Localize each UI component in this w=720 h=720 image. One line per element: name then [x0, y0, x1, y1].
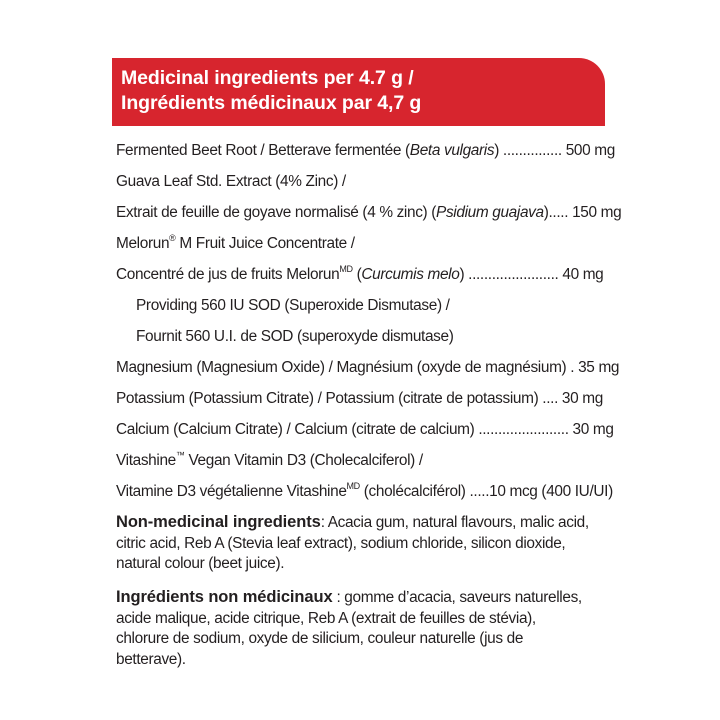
- ingredient-text: Guava Leaf Std. Extract (4% Zinc) /: [116, 173, 346, 190]
- ingredient-text: Calcium (Calcium Citrate) / Calcium (citrate de calcium) ....................... 30 mg: [116, 421, 614, 438]
- ingredient-text: Melorun: [116, 235, 170, 252]
- ingredient-row-potassium: [116, 389, 603, 409]
- registered-mark: ®: [169, 232, 176, 243]
- ingredient-amount: (cholécalciférol) .....10 mcg (400 IU/UI): [359, 483, 613, 500]
- ingredient-text: Potassium (Potassium Citrate) / Potassium (citrate de potassium) .... 30 mg: [116, 390, 603, 407]
- trademark-md: MD: [339, 263, 353, 274]
- ingredient-row-guava-fr: [116, 203, 621, 223]
- ingredient-row-guava-en: [116, 172, 346, 192]
- ingredient-latin-name: Psidium guajava: [436, 204, 544, 221]
- medicinal-ingredient-list: [116, 141, 622, 501]
- ingredient-row-magnesium: [116, 358, 619, 378]
- ingredient-latin-name: Curcumis melo: [361, 266, 460, 283]
- ingredient-amount: ) ............... 500 mg: [494, 142, 615, 159]
- ingredient-row-sod-fr: [136, 327, 454, 347]
- header-title-fr: Ingrédients médicinaux par 4,7 g: [121, 92, 422, 114]
- medicinal-header: [112, 58, 605, 126]
- ingredient-text: Fournit 560 U.I. de SOD (superoxyde dismutase): [136, 328, 454, 345]
- non-medicinal-en-label: Non-medicinal ingredients: [116, 513, 321, 531]
- ingredients-panel: [112, 58, 605, 126]
- trademark-tm: ™: [175, 449, 185, 460]
- ingredient-text: Vegan Vitamin D3 (Cholecalciferol) /: [184, 452, 423, 469]
- non-medicinal-en-text: : Acacia gum, natural flavours, malic acid, citric acid, Reb A (Stevia leaf extract), sodium chloride, silicon dioxide, natural colour (beet juice).: [116, 514, 589, 573]
- non-medicinal-en-paragraph: [116, 512, 596, 575]
- trademark-md: MD: [346, 480, 360, 491]
- non-medicinal-fr-label: Ingrédients non médicinaux: [116, 588, 333, 606]
- ingredient-row-calcium: [116, 420, 614, 440]
- ingredient-row-melorun-en: [116, 234, 355, 254]
- ingredient-text: Vitashine: [116, 452, 176, 469]
- ingredient-row-melorun-fr: [116, 265, 603, 285]
- ingredient-text: Concentré de jus de fruits Melorun: [116, 266, 340, 283]
- ingredient-text: Extrait de feuille de goyave normalisé (4 % zinc) (: [116, 204, 437, 221]
- header-title-en: Medicinal ingredients per 4.7 g /: [121, 67, 414, 89]
- ingredient-row-sod-en: [136, 296, 450, 316]
- non-medicinal-fr-paragraph: [116, 587, 586, 670]
- ingredient-row-vitamin-d3-en: [116, 451, 423, 471]
- non-medicinal-fr-text: : gomme d’acacia, saveurs naturelles, acide malique, acide citrique, Reb A (extrait de feuilles de stévia), chlorure de sodium, oxyde de silicium, couleur naturelle (jus de betterave).: [116, 589, 582, 668]
- ingredient-text: M Fruit Juice Concentrate /: [175, 235, 355, 252]
- ingredient-text: Magnesium (Magnesium Oxide) / Magnésium (oxyde de magnésium) . 35 mg: [116, 359, 620, 376]
- ingredient-row-vitamin-d3-fr: [116, 482, 613, 502]
- ingredient-text: Fermented Beet Root / Betterave fermentée (: [116, 142, 410, 159]
- ingredient-amount: )..... 150 mg: [543, 204, 622, 221]
- ingredient-text: Vitamine D3 végétalienne Vitashine: [116, 483, 347, 500]
- ingredient-row-beet: [116, 141, 615, 161]
- ingredient-text: Providing 560 IU SOD (Superoxide Dismutase) /: [136, 297, 450, 314]
- ingredient-latin-name: Beta vulgaris: [409, 142, 495, 159]
- ingredient-text: (: [352, 266, 362, 283]
- ingredient-amount: ) ....................... 40 mg: [459, 266, 604, 283]
